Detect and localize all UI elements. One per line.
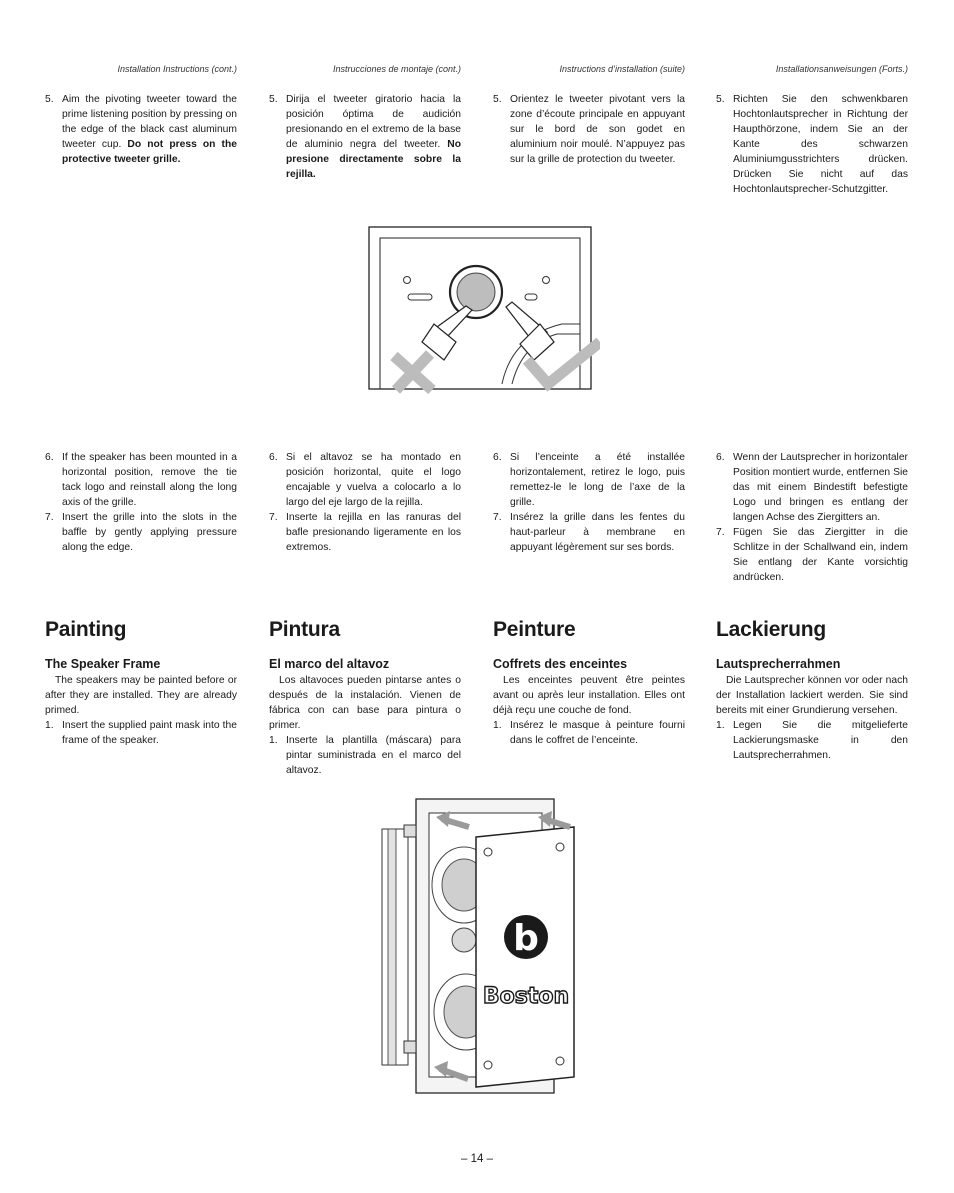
painting-subtitle-fr: Coffrets des enceintes (493, 657, 628, 671)
step5-es: 5. Dirija el tweeter giratorio hacia la posición óptima de audición presionando en el extremo de la base de aluminio negra del tweeter. No presione directamente sobre la rejilla. (269, 94, 461, 180)
brand-name: Boston (482, 984, 570, 1009)
steps67-es: 6. Si el altavoz se ha montado en posición horizontal, quite el logo encajable y vuelva a colocarlo a lo largo del eje largo de la rejilla. 7. Inserte la rejilla en las ranuras del bafle presionando ligeramente en los extremos. (269, 452, 461, 553)
painting-title-fr: Peinture (493, 618, 576, 641)
tweeter-aiming-illustration (362, 224, 600, 394)
painting-title-de: Lackierung (716, 618, 827, 641)
painting-subtitle-en: The Speaker Frame (45, 657, 161, 671)
painting-body-fr: Les enceintes peuvent être peintes avant ou après leur installation. Elles ont déjà reçu une couche de fond. 1. Insérez le masque à peinture fourni dans le coffret de l’enceinte. (493, 675, 685, 746)
wrong-x-icon (394, 354, 432, 390)
steps67-de: 6. Wenn der Lautsprecher in horizontaler Position montiert wurde, entfernen Sie das mit einem Bindestift befestigte Logo und bringen es entlang der langen Achse des Ziergitters an. 7. Fügen Sie das Ziergitter in die Schlitze in der Schallwand ein, indem Sie entlang der Kante vorsichtig andrücken. (716, 452, 908, 583)
header-de: Installationsanweisungen (Forts.) (775, 64, 908, 74)
painting-subtitle-es: El marco del altavoz (269, 657, 390, 671)
step5-de: 5. Richten Sie den schwenkbaren Hochtonlautsprecher in Richtung der Haupthörzone, indem Sie an der Kante des schwarzen Aluminiumgusstrichters drücken. Drücken Sie nicht auf das Hochtonlautsprecher-Schutzgitter. (716, 94, 908, 195)
painting-body-es: Los altavoces pueden pintarse antes o después de la instalación. Vienen de fábrica con can base para pintura o primer. 1. Inserte la plantilla (máscara) para pintar suministrada en el marco del altavoz. (269, 675, 461, 776)
painting-title-es: Pintura (269, 618, 340, 641)
step5-fr: 5. Orientez le tweeter pivotant vers la zone d’écoute principale en appuyant sur le bord de son godet en aluminium noir moulé. N’appuyez pas sur la grille de protection du tweeter. (493, 94, 685, 165)
header-en: Installation Instructions (cont.) (117, 64, 237, 74)
painting-body-de: Die Lautsprecher können vor oder nach der Installation lackiert werden. Sie sind bereits mit einer Grundierung versehen. 1. Legen Sie die mitgelieferte Lackierungsmaske in den Lautsprecherrahmen. (716, 675, 908, 761)
page-number: – 14 – (461, 1153, 493, 1165)
painting-title-en: Painting (45, 618, 127, 641)
logo-letter: b (513, 918, 539, 959)
step5-en: 5. Aim the pivoting tweeter toward the prime listening position by pressing on the edge of the black cast aluminum tweeter cup. Do not press on the protective tweeter grille. (45, 94, 237, 165)
painting-body-en: The speakers may be painted before or after they are installed. They are already primed. 1. Insert the supplied paint mask into the frame of the speaker. (45, 675, 237, 746)
painting-subtitle-de: Lautsprecherrahmen (716, 657, 841, 671)
paint-mask-illustration (374, 797, 584, 1101)
steps67-en: 6. If the speaker has been mounted in a horizontal position, remove the tie tack logo and reinstall along the long axis of the grille. 7. Insert the grille into the slots in the baffle by gently applying pressure along the edge. (45, 452, 237, 553)
header-es: Instrucciones de montaje (cont.) (332, 64, 461, 74)
header-fr: Instructions d’installation (suite) (559, 64, 685, 74)
steps67-fr: 6. Si l’enceinte a été installée horizontalement, retirez le logo, puis remettez-le le long de l’axe de la grille. 7. Insérez la grille dans les fentes du haut-parleur à membrane en appuyant légèrement sur ses bords. (493, 452, 685, 553)
